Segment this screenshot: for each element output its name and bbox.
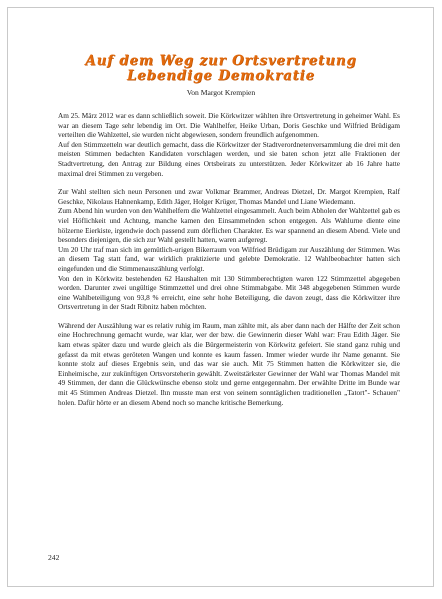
paragraph-6: Von den in Körkwitz bestehenden 62 Haushalten mit 130 Stimmberechtigten waren 122 Stimmzettel abgegeben worden. Darunter zwei ungültige Stimmzettel und drei ohne Stimmabgabe. Mit 348 abgegebenen Stimmen wurde eine Wahlbeteiligung von 93,8 % erreicht, eine sehr hohe Beteiligung, die davon zeugt, dass die Körkwitzer ihre Ortsvertretung in der Stadt Ribnitz haben möchten.	[58, 274, 400, 312]
page-number: 242	[48, 553, 60, 562]
paragraph-2: Auf den Stimmzetteln war deutlich gemacht, dass die Körkwitzer der Stadtverordnetenversammlung die drei mit den meisten Stimmen bedachten Kandidaten vorschlagen werden, und sie baten schon jetzt alle Fraktionen der Stadtvertretung, den Antrag zur Bildung eines Ortsbeirats zu unterstützen. Jeder Körkwitzer ab 16 Jahre hatte maximal drei Stimmen zu vergeben.	[58, 140, 400, 178]
article-byline: Von Margot Krempien	[186, 88, 256, 97]
article-header	[0, 54, 442, 98]
paragraph-4: Zum Abend hin wurden von den Wahlhelfern die Wahlzettel eingesammelt. Auch beim Abholen der Wahlzettel gab es viel Höflichkeit und Achtung, manche kamen den Einsammelnden schon entgegen. Als Wahlurne diente eine hölzerne Eierkiste, irgendwie doch passend zum dörflichen Charakter. Es war spannend an diesem Abend. Viele und besonders diejenigen, die sich zur Wahl gestellt hatten, waren aufgeregt.	[58, 207, 400, 245]
article-title-line-2: Lebendige Demokratie	[127, 68, 315, 84]
paragraph-1: Am 25. März 2012 war es dann schließlich soweit. Die Körkwitzer wählten ihre Ortsvertretung in geheimer Wahl. Es war an diesem Tage sehr lebendig im Ort. Die Wahlhelfer, Heike Urban, Doris Geschke und Wilfried Brüdigam verteilten die Wahlzettel, sie wurden nicht abgewiesen, sondern freundlich aufgenommen.	[58, 112, 400, 140]
paragraph-7: Während der Auszählung war es relativ ruhig im Raum, man zählte mit, als aber dann nach der Hälfte der Zeit schon eine Hochrechnung gemacht wurde, war klar, wer der bzw. die Gewinnerin dieser Wahl war: Frau Edith Jäger. Sie kam etwas später dazu und wurde gleich als die Bürgermeisterin von Körkwitz gefeiert. Sie stand ganz ruhig und gefasst da mit etwas geröteten Wangen und konnte es kaum fassen. Immer wieder wurde ihr Name genannt. Sie konnte stolz auf dieses Ergebnis sein, und das war sie auch. Mit 75 Stimmen hatten die Körkwitzer sie, die Einheimische, zur zukünftigen Ortsvorsteherin gewählt. Zweitstärkster Gewinner der Wahl war Thomas Mandel mit 49 Stimmen, der dann die Glückwünsche ebenso stolz und gerne entgegennahm. Der erwählte Dritte im Bunde war mit 45 Stimmen Andreas Dietzel. Ihn musste man erst von seinem sonntäglichen traditionellen „Tatort"- Schauen" holen. Dafür hörte er an diesem Abend noch so manche kritische Bemerkung.	[58, 321, 400, 407]
paragraph-5: Um 20 Uhr traf man sich im gemütlich-urigen Bikerraum von Wilfried Brüdigam zur Auszählung der Stimmen. Was an diesem Tag statt fand, war wirklich praktizierte und gelebte Demokratie. 12 Wahlbeobachter hatten sich eingefunden und die Stimmenauszählung verfolgt.	[58, 245, 400, 273]
article-title-line-1: Auf dem Weg zur Ortsvertretung	[85, 53, 357, 69]
paragraph-3: Zur Wahl stellten sich neun Personen und zwar Volkmar Brammer, Andreas Dietzel, Dr. Margot Krempien, Ralf Geschke, Nikolaus Hahnenkamp, Edith Jäger, Holger Krüger, Thomas Mandel und Liane Wiedemann.	[58, 188, 400, 206]
article-body	[58, 112, 400, 408]
